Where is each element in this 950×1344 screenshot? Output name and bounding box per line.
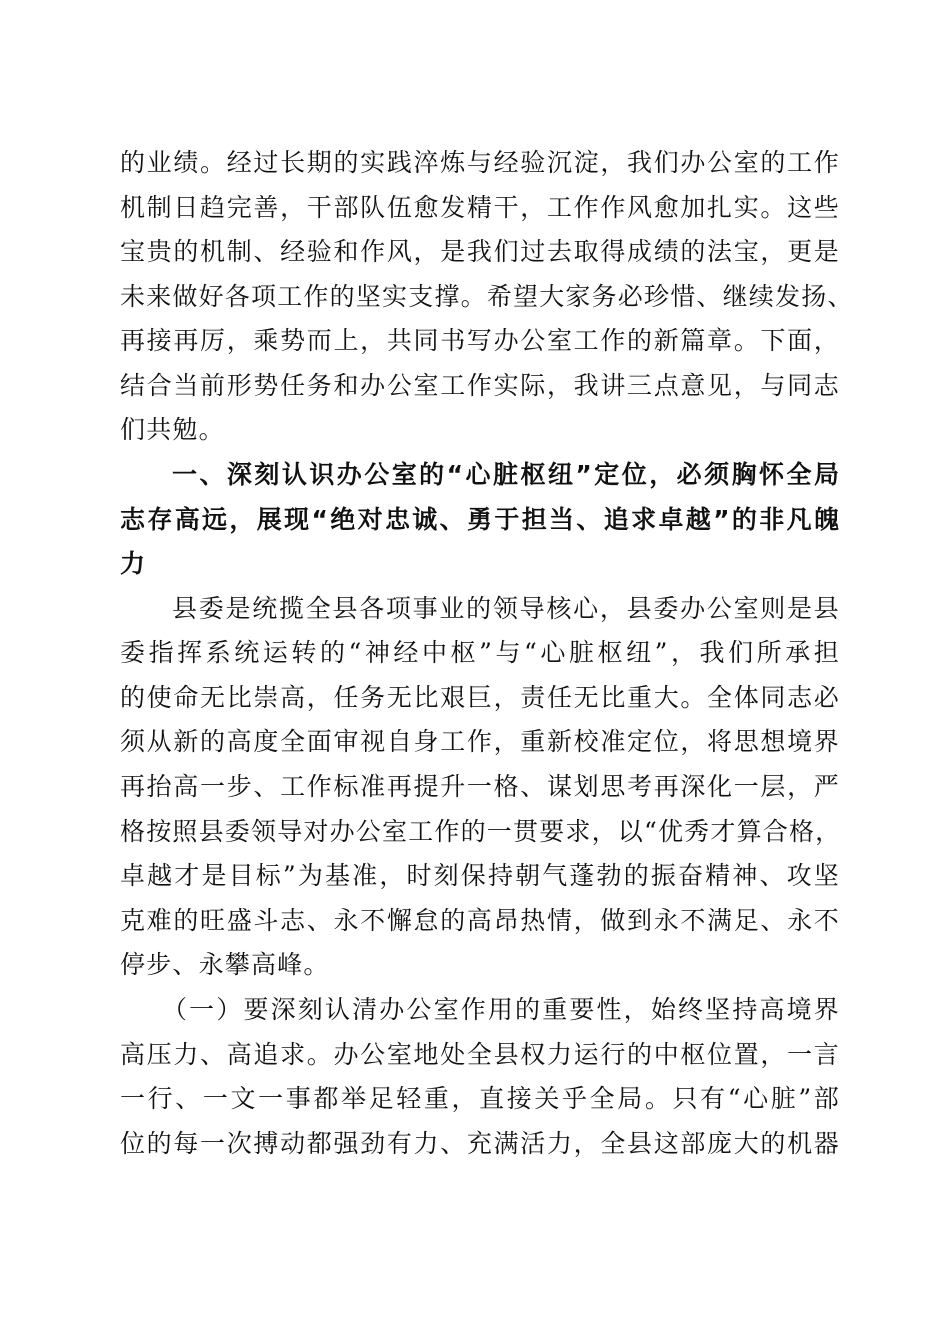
body-text-line: 未来做好各项工作的坚实支撑。希望大家务必珍惜、继续发扬、: [120, 282, 854, 311]
body-text-line: 委指挥系统运转的“神经中枢”与“心脏枢纽”，我们所承担: [120, 638, 840, 667]
section-heading-line: 一、深刻认识办公室的“心脏枢纽”定位，必须胸怀全局: [172, 460, 840, 489]
section-heading-line: 力: [120, 549, 147, 578]
body-text-line: 一行、一文一事都举足轻重，直接关乎全局。只有“心脏”部: [120, 1084, 840, 1113]
body-text-line: 卓越才是目标”为基准，时刻保持朝气蓬勃的振奋精神、攻坚: [120, 861, 840, 890]
subsection-line: （一）要深刻认清办公室作用的重要性，始终坚持高境界: [162, 995, 840, 1024]
body-text-line: 县委是统揽全县各项事业的领导核心，县委办公室则是县: [172, 594, 840, 623]
body-text-line: 机制日趋完善，干部队伍愈发精干，工作作风愈加扎实。这些: [120, 193, 840, 222]
section-heading-line: 志存高远，展现“绝对忠诚、勇于担当、追求卓越”的非凡魄: [120, 505, 840, 534]
body-text-line: 们共勉。: [120, 415, 225, 444]
body-text-line: 停步、永攀高峰。: [120, 950, 330, 979]
body-text-line: 克难的旺盛斗志、永不懈怠的高昂热情，做到永不满足、永不: [120, 906, 840, 935]
body-text-line: 高压力、高追求。办公室地处全县权力运行的中枢位置，一言: [120, 1040, 840, 1069]
body-text-line: 的业绩。经过长期的实践淬炼与经验沉淀，我们办公室的工作: [120, 148, 840, 177]
body-text-line: 再抬高一步、工作标准再提升一格、谋划思考再深化一层，严: [120, 772, 840, 801]
body-text-line: 须从新的高度全面审视自身工作，重新校准定位，将思想境界: [120, 727, 840, 756]
body-text-line: 格按照县委领导对办公室工作的一贯要求，以“优秀才算合格，: [120, 817, 842, 846]
body-text-line: 宝贵的机制、经验和作风，是我们过去取得成绩的法宝，更是: [120, 237, 840, 266]
body-text-line: 位的每一次搏动都强劲有力、充满活力，全县这部庞大的机器: [120, 1129, 840, 1158]
body-text-line: 结合当前形势任务和办公室工作实际，我讲三点意见，与同志: [120, 371, 840, 400]
body-text-line: 的使命无比崇高，任务无比艰巨，责任无比重大。全体同志必: [120, 683, 840, 712]
body-text-line: 再接再厉，乘势而上，共同书写办公室工作的新篇章。下面，: [120, 326, 840, 355]
